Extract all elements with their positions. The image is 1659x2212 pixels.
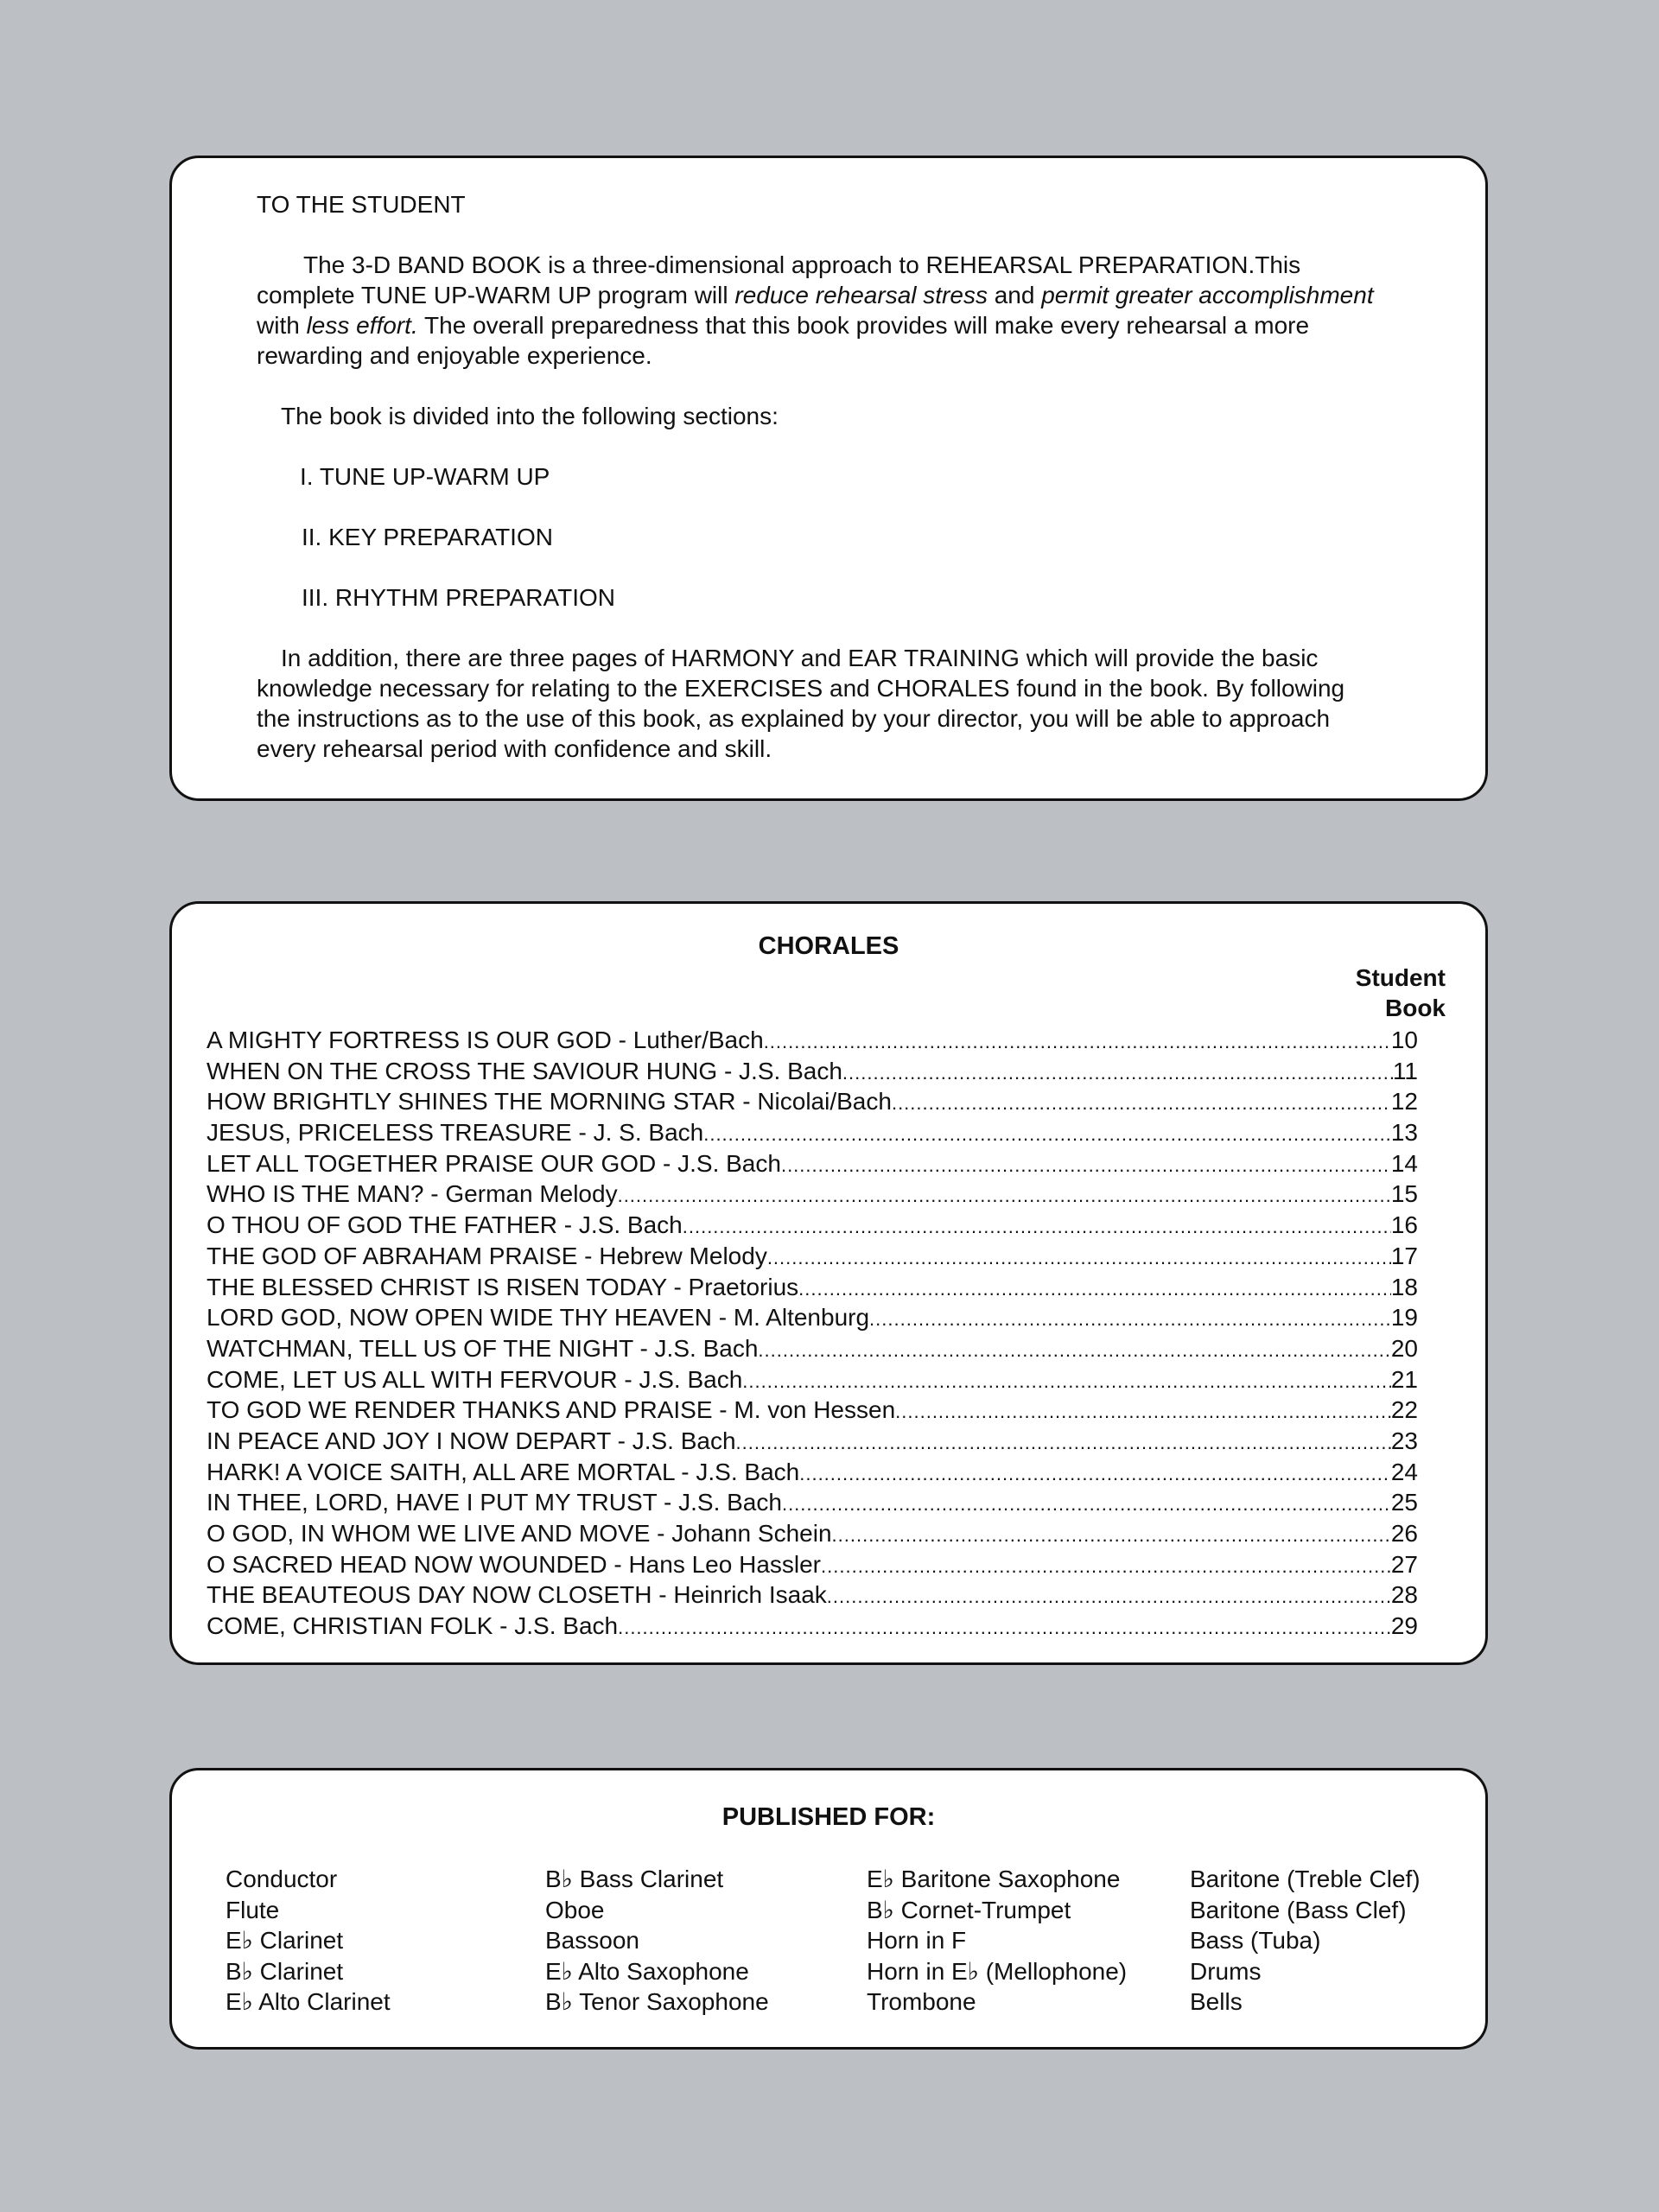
instrument-item: E♭ Baritone Saxophone <box>867 1866 1121 1892</box>
dot-leader <box>758 1335 1390 1366</box>
instrument-column-1 <box>226 1864 391 2018</box>
chorale-page-number: 18 <box>1390 1273 1418 1300</box>
chorale-title: JESUS, PRICELESS TREASURE - J. S. Bach <box>207 1119 704 1147</box>
chorale-title: O GOD, IN WHOM WE LIVE AND MOVE - Johann Schein <box>207 1520 832 1547</box>
dot-leader <box>736 1427 1391 1459</box>
instrument-item: B♭ Clarinet <box>226 1957 344 1985</box>
instrument-column-2 <box>545 1864 769 2018</box>
chorale-title: WHEN ON THE CROSS THE SAVIOUR HUNG - J.S. Bach <box>207 1057 842 1084</box>
chorale-title: COME, LET US ALL WITH FERVOUR - J.S. Bach <box>207 1365 743 1393</box>
instrument-item: E♭ Alto Clarinet <box>226 1988 391 2015</box>
instrument-item: Horn in E♭ (Mellophone) <box>867 1957 1128 1985</box>
chorale-title: TO GOD WE RENDER THANKS AND PRAISE - M. von Hessen <box>207 1396 896 1424</box>
chorale-page-number: 25 <box>1390 1489 1418 1516</box>
instrument-item: B♭ Cornet-Trumpet <box>867 1896 1071 1923</box>
chorale-row <box>207 1179 1418 1210</box>
chorale-page-number: 22 <box>1390 1396 1418 1424</box>
dot-leader <box>781 1150 1391 1181</box>
chorale-row <box>207 1148 1418 1179</box>
chorale-title: THE BEAUTEOUS DAY NOW CLOSETH - Heinrich Isaak <box>207 1581 827 1609</box>
chorale-row <box>207 1457 1418 1488</box>
dot-leader <box>618 1612 1391 1643</box>
instrument-column-4 <box>1190 1864 1421 2018</box>
instrument-item: Bass (Tuba) <box>1190 1927 1321 1954</box>
intro-text: The overall preparedness that this book provides will make every rehearsal a more rewarding and enjoyable experience. <box>257 312 1310 369</box>
chorale-title: O SACRED HEAD NOW WOUNDED - Hans Leo Hassler <box>207 1550 822 1578</box>
chorale-row <box>207 1580 1418 1611</box>
chorale-page-number: 12 <box>1390 1088 1418 1116</box>
chorale-page-number: 23 <box>1390 1427 1418 1454</box>
chorale-row <box>207 1086 1418 1117</box>
instrument-item: Bells <box>1190 1988 1243 2015</box>
intro-emphasis: reduce rehearsal stress <box>734 282 988 308</box>
chorale-title: O THOU OF GOD THE FATHER - J.S. Bach <box>207 1211 683 1239</box>
dot-leader <box>764 1027 1391 1058</box>
section-item-1: I. TUNE UP-WARM UP <box>300 463 550 490</box>
instrument-item: Baritone (Treble Clef) <box>1190 1866 1421 1892</box>
chorale-row <box>207 1518 1418 1549</box>
chorale-title: IN THEE, LORD, HAVE I PUT MY TRUST - J.S. Bach <box>207 1489 782 1516</box>
student-closing-paragraph: In addition, there are three pages of HARMONY and EAR TRAINING which will provide the basic knowledge necessary for relating to the EXERCISES and CHORALES found in the book. By following the instructions as to the use of this book, as explained by your director, you will be able to approach every rehearsal period with confidence and skill. <box>257 645 1345 762</box>
chorale-page-number: 20 <box>1390 1334 1418 1362</box>
chorale-title: HOW BRIGHTLY SHINES THE MORNING STAR - Nicolai/Bach <box>207 1088 892 1116</box>
chorale-page-number: 27 <box>1390 1550 1418 1578</box>
dot-leader <box>742 1366 1391 1397</box>
chorale-page-number: 19 <box>1390 1304 1418 1332</box>
chorale-title: A MIGHTY FORTRESS IS OUR GOD - Luther/Bach <box>207 1027 764 1053</box>
student-panel-content <box>257 189 1380 764</box>
chorale-row <box>207 1426 1418 1457</box>
chorale-row <box>207 1210 1418 1241</box>
instrument-item: Flute <box>226 1896 280 1923</box>
sections-intro: The book is divided into the following sections: <box>281 403 779 429</box>
instrument-item: Oboe <box>545 1896 605 1923</box>
dot-leader <box>618 1180 1391 1211</box>
chorale-row <box>207 1117 1418 1148</box>
student-heading: TO THE STUDENT <box>257 191 466 218</box>
dot-leader <box>767 1243 1391 1274</box>
chorale-row <box>207 1333 1418 1364</box>
to-the-student-panel <box>169 156 1488 801</box>
dot-leader <box>892 1088 1391 1119</box>
dot-leader <box>703 1119 1391 1150</box>
dot-leader <box>782 1489 1391 1520</box>
dot-leader <box>798 1274 1391 1305</box>
section-item-3: III. RHYTHM PREPARATION <box>302 584 615 611</box>
instrument-column-3 <box>867 1864 1127 2018</box>
dot-leader <box>827 1581 1391 1612</box>
dot-leader <box>683 1211 1391 1243</box>
instrument-item: B♭ Tenor Saxophone <box>545 1988 769 2015</box>
chorale-title: WHO IS THE MAN? - German Melody <box>207 1180 618 1208</box>
chorale-row <box>207 1487 1418 1518</box>
chorale-title: IN PEACE AND JOY I NOW DEPART - J.S. Bach <box>207 1427 736 1454</box>
chorale-row <box>207 1272 1418 1303</box>
chorale-title: LET ALL TOGETHER PRAISE OUR GOD - J.S. Bach <box>207 1149 781 1177</box>
chorale-row <box>207 1549 1418 1580</box>
intro-text: This complete TUNE UP-WARM UP program will <box>257 251 1301 308</box>
chorale-title: LORD GOD, NOW OPEN WIDE THY HEAVEN - M. Altenburg <box>207 1304 870 1332</box>
chorale-title: WATCHMAN, TELL US OF THE NIGHT - J.S. Bach <box>207 1334 759 1362</box>
instrument-item: B♭ Bass Clarinet <box>545 1866 724 1892</box>
section-item-2: II. KEY PREPARATION <box>302 524 553 550</box>
chorale-list <box>207 1025 1418 1642</box>
chorale-row <box>207 1395 1418 1426</box>
chorale-row <box>207 1364 1418 1395</box>
published-for-title: PUBLISHED FOR: <box>721 1803 936 1831</box>
instrument-item: Baritone (Bass Clef) <box>1190 1896 1407 1923</box>
chorale-title: THE GOD OF ABRAHAM PRAISE - Hebrew Melody <box>207 1242 767 1269</box>
instrument-item: Bassoon <box>545 1927 639 1954</box>
chorale-page-number: 13 <box>1390 1119 1418 1147</box>
published-for-panel <box>169 1768 1488 2050</box>
chorale-page-number: 21 <box>1390 1365 1418 1393</box>
instrument-item: E♭ Alto Saxophone <box>545 1957 749 1985</box>
dot-leader <box>869 1304 1391 1335</box>
dot-leader <box>821 1551 1391 1582</box>
instrument-item: Conductor <box>226 1866 338 1892</box>
chorale-page-number: 15 <box>1390 1180 1418 1208</box>
chorales-panel <box>169 901 1488 1665</box>
instrument-item: Drums <box>1190 1957 1262 1985</box>
intro-emphasis: permit greater accomplishment <box>1041 282 1374 308</box>
chorales-title: CHORALES <box>758 932 899 960</box>
chorale-page-number: 16 <box>1390 1211 1418 1239</box>
dot-leader <box>842 1058 1393 1089</box>
intro-text: and <box>987 282 1042 308</box>
student-intro-paragraph <box>257 250 1380 371</box>
chorale-page-number: 29 <box>1390 1612 1418 1640</box>
chorale-page-number: 26 <box>1390 1520 1418 1547</box>
chorale-row <box>207 1056 1418 1087</box>
intro-emphasis: less effort. <box>306 312 418 339</box>
student-book-column-header <box>1356 963 1446 1023</box>
intro-text: The 3-D BAND BOOK is a three-dimensional approach to REHEARSAL PREPARATION. <box>303 251 1255 278</box>
chorale-row <box>207 1025 1418 1056</box>
chorale-page-number: 17 <box>1390 1242 1418 1269</box>
dot-leader <box>799 1459 1391 1490</box>
dot-leader <box>895 1396 1391 1427</box>
chorale-row <box>207 1611 1418 1642</box>
chorale-page-number: 28 <box>1390 1581 1418 1609</box>
instrument-item: Trombone <box>867 1988 976 2015</box>
intro-text: with <box>257 312 307 339</box>
instrument-item: Horn in F <box>867 1927 967 1954</box>
chorale-page-number: 14 <box>1390 1149 1418 1177</box>
chorale-page-number: 10 <box>1390 1027 1418 1053</box>
chorale-title: COME, CHRISTIAN FOLK - J.S. Bach <box>207 1612 619 1640</box>
chorale-row <box>207 1241 1418 1272</box>
column-header-line-2: Book <box>1385 995 1446 1021</box>
instrument-item: E♭ Clarinet <box>226 1927 344 1954</box>
chorale-title: HARK! A VOICE SAITH, ALL ARE MORTAL - J.S. Bach <box>207 1458 800 1485</box>
column-header-line-1: Student <box>1355 964 1446 991</box>
dot-leader <box>832 1520 1391 1551</box>
chorale-row <box>207 1302 1418 1333</box>
chorale-page-number: 11 <box>1392 1057 1418 1084</box>
chorale-title: THE BLESSED CHRIST IS RISEN TODAY - Praetorius <box>207 1273 799 1300</box>
chorale-page-number: 24 <box>1390 1458 1418 1485</box>
